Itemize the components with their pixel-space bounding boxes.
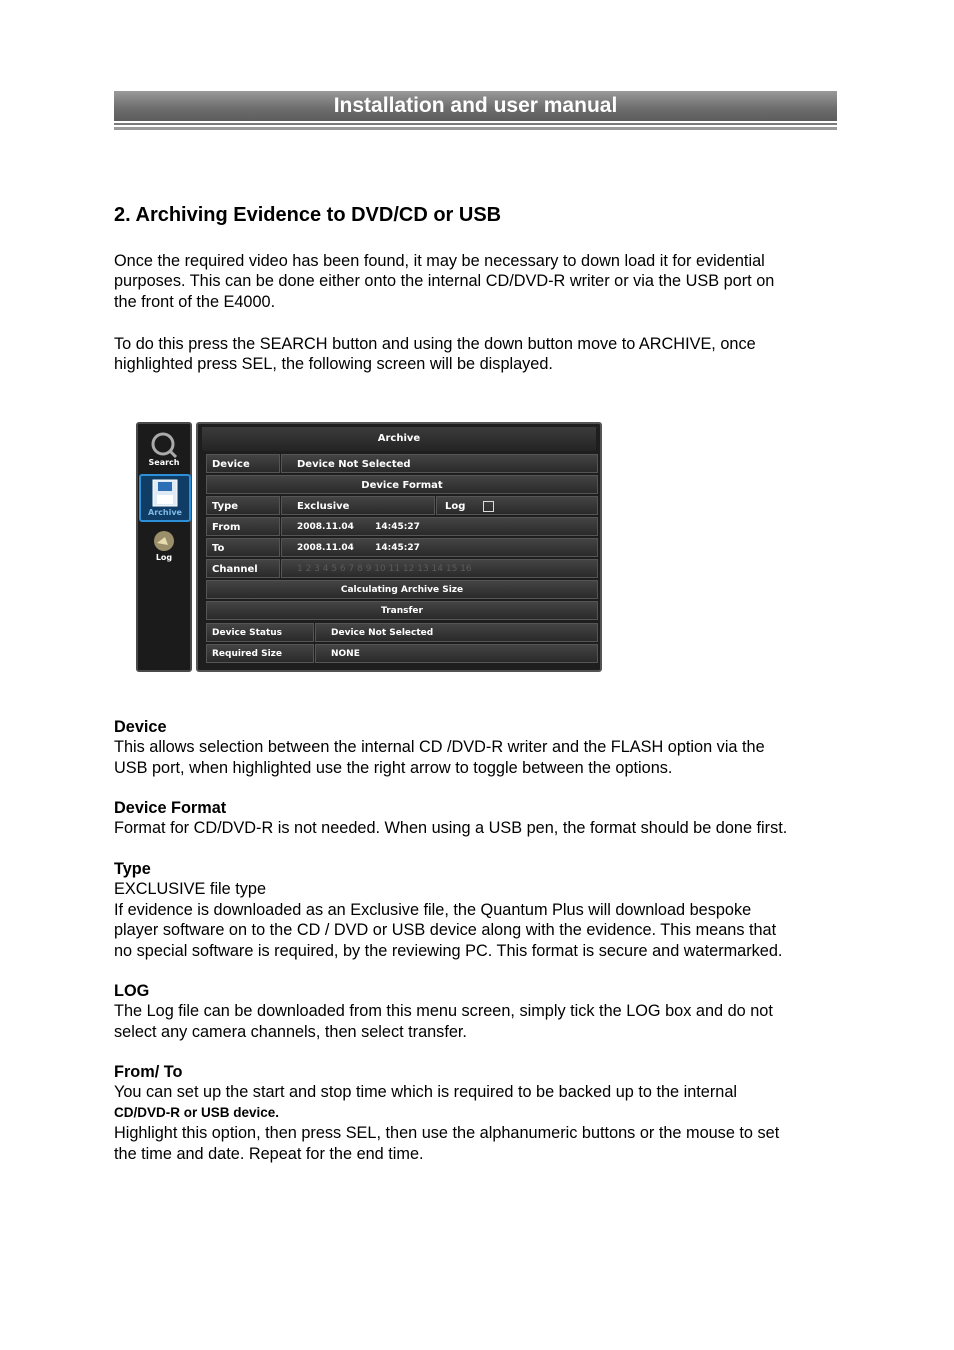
- instruction-paragraph: [114, 334, 854, 375]
- from-date: 2008.11.04: [297, 522, 354, 532]
- from-time: 14:45:27: [375, 522, 420, 532]
- field-value: [281, 538, 598, 557]
- device-row: [206, 454, 598, 473]
- text-line: Format for CD/DVD-R is not needed. When using a USB pen, the format should be done first.: [114, 819, 788, 838]
- text-line: no special software is required, by the reviewing PC. This format is secure and watermarked.: [114, 941, 783, 960]
- sidebar-archive: [139, 474, 191, 522]
- transfer-row: [206, 601, 598, 620]
- text-line: Highlight this option, then press SEL, then use the alphanumeric buttons or the mouse to set: [114, 1124, 780, 1143]
- from-row: [206, 517, 598, 536]
- sidebar-search: [138, 430, 190, 467]
- field-value: Device Not Selected: [281, 454, 598, 473]
- text-line: player software on to the CD / DVD or USB device along with the evidence. This means that: [114, 921, 777, 940]
- sidebar-search-label: Search: [148, 458, 180, 467]
- to-date: 2008.11.04: [297, 543, 354, 553]
- text-line: You can set up the start and stop time which is required to be backed up to the internal: [114, 1083, 737, 1102]
- to-time: 14:45:27: [375, 543, 420, 553]
- panel-title: Archive: [202, 427, 596, 451]
- field-value: Device Not Selected: [315, 623, 598, 642]
- floppy-icon: [150, 478, 180, 508]
- field-label: To: [206, 538, 280, 557]
- search-icon: [149, 432, 179, 458]
- to-row: [206, 538, 598, 557]
- text-line: CD/DVD-R or USB device.: [114, 1104, 280, 1120]
- text-line: select any camera channels, then select transfer.: [114, 1022, 467, 1041]
- text-line: highlighted press SEL, the following screen will be displayed.: [114, 355, 553, 374]
- text-line: This allows selection between the internal CD /DVD-R writer and the FLASH option via the: [114, 738, 765, 757]
- sidebar-archive-label: Archive: [148, 508, 182, 517]
- text-line: To do this press the SEARCH button and using the down button move to ARCHIVE, once: [114, 335, 756, 353]
- field-label: Channel: [206, 559, 280, 578]
- size-row: [206, 644, 598, 663]
- text-line: The Log file can be downloaded from this menu screen, simply tick the LOG box and do not: [114, 1002, 773, 1021]
- archive-screenshot: [134, 421, 604, 673]
- text-line: Once the required video has been found, it may be necessary to down load it for evidential: [114, 252, 765, 270]
- section-title: Device Format: [114, 799, 227, 817]
- field-value: Exclusive: [281, 496, 435, 515]
- header-banner: Installation and user manual: [114, 91, 837, 121]
- archive-panel: [196, 422, 602, 672]
- field-label: Device: [206, 454, 280, 473]
- section-title: Device: [114, 718, 167, 736]
- status-row: [206, 623, 598, 642]
- field-label: Device Status: [206, 623, 314, 642]
- text-line: If evidence is downloaded as an Exclusive file, the Quantum Plus will download bespoke: [114, 900, 752, 919]
- device-section: [114, 717, 854, 778]
- section-title: Type: [114, 860, 151, 878]
- section-title: From/ To: [114, 1063, 183, 1081]
- device-format-section: [114, 798, 854, 839]
- log-label: Log: [445, 501, 466, 512]
- type-row: [206, 496, 598, 515]
- dvr-sidebar: [136, 422, 192, 672]
- log-option: [436, 496, 598, 515]
- text-line: EXCLUSIVE file type: [114, 880, 267, 899]
- text-line: the time and date. Repeat for the end time.: [114, 1144, 424, 1163]
- field-label: From: [206, 517, 280, 536]
- sidebar-log: [138, 527, 190, 562]
- transfer-button: Transfer: [206, 601, 598, 620]
- calculate-button: Calculating Archive Size: [206, 580, 598, 599]
- device-format-button: Device Format: [206, 475, 598, 494]
- field-label: Type: [206, 496, 280, 515]
- header-rule: [114, 123, 837, 125]
- type-section: [114, 859, 854, 961]
- log-icon: [151, 529, 177, 553]
- intro-paragraph: [114, 251, 854, 312]
- text-line: purposes. This can be done either onto the internal CD/DVD-R writer or via the USB port on: [114, 272, 775, 291]
- channel-list: 1 2 3 4 5 6 7 8 9 10 11 12 13 14 15 16: [281, 559, 598, 578]
- text-line: USB port, when highlighted use the right arrow to toggle between the options.: [114, 758, 673, 777]
- section-heading: 2. Archiving Evidence to DVD/CD or USB: [114, 204, 502, 226]
- text-line: the front of the E4000.: [114, 292, 276, 311]
- log-checkbox: [483, 501, 494, 512]
- header-rule: [114, 127, 837, 130]
- field-value: NONE: [315, 644, 598, 663]
- field-label: Required Size: [206, 644, 314, 663]
- field-value: [281, 517, 598, 536]
- channel-row: [206, 559, 598, 578]
- from-to-section: [114, 1062, 854, 1164]
- sidebar-log-label: Log: [155, 553, 173, 562]
- section-title: LOG: [114, 982, 150, 1000]
- device-format-row: [206, 475, 598, 494]
- log-section: [114, 981, 854, 1042]
- calc-row: [206, 580, 598, 599]
